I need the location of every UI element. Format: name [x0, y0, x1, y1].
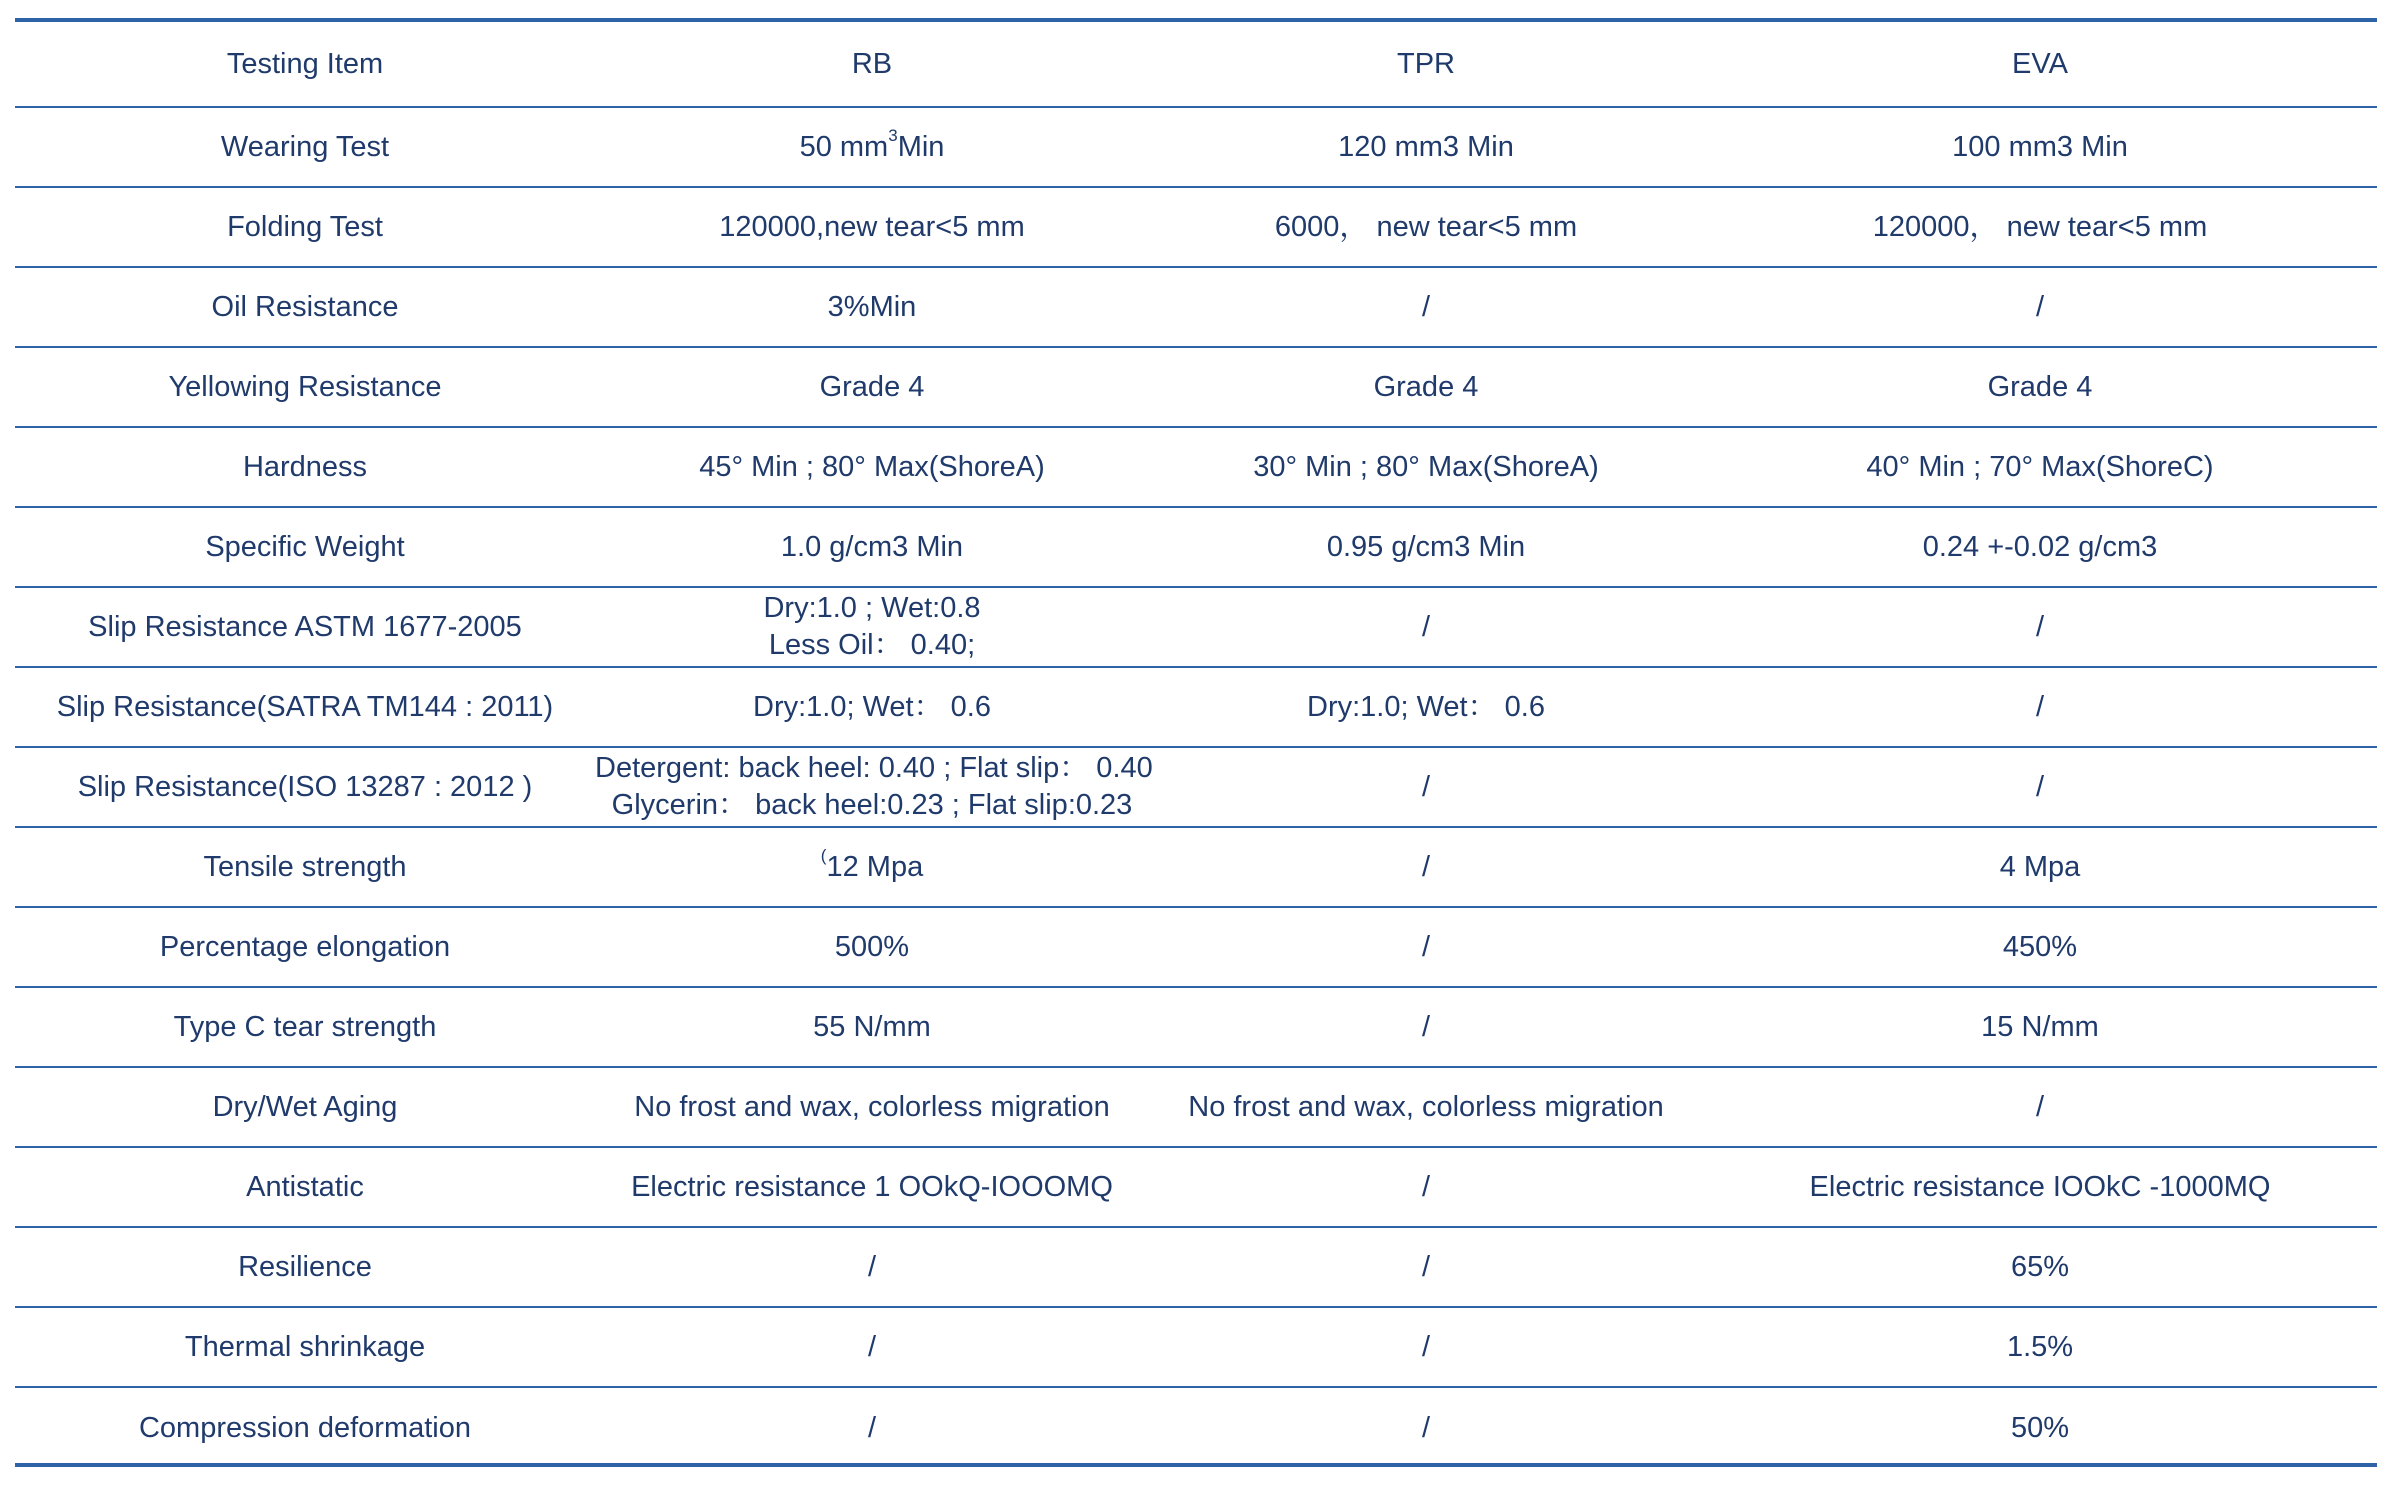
table-header-row [15, 22, 2377, 107]
tpr-cell: No frost and wax, colorless migration [1149, 1067, 1703, 1147]
rb-cell: / [595, 1227, 1149, 1307]
row-item-label: Hardness [15, 427, 595, 507]
eva-cell: 450% [1703, 907, 2377, 987]
row-item-label: Tensile strength [15, 827, 595, 907]
table-bottom-rule [15, 1463, 2377, 1467]
eva-cell: 100 mm3 Min [1703, 107, 2377, 187]
row-item-label: Compression deformation [138, 1411, 472, 1444]
eva-cell: / [1703, 747, 2377, 827]
tpr-cell: / [1149, 587, 1703, 667]
table-row [15, 747, 2377, 827]
row-item-label: Thermal shrinkage [15, 1307, 595, 1387]
row-item-label: Resilience [15, 1227, 595, 1307]
table-row [15, 987, 2377, 1067]
eva-cell: 50% [2010, 1411, 2070, 1444]
tpr-cell: 0.95 g/cm3 Min [1149, 507, 1703, 587]
eva-cell: Grade 4 [1703, 347, 2377, 427]
table-row [15, 1387, 2377, 1468]
material-test-table [15, 22, 2377, 1468]
row-item-label: Slip Resistance ASTM 1677-2005 [15, 587, 595, 667]
row-item-label: Percentage elongation [15, 907, 595, 987]
rb-value: 12 Mpa [826, 850, 924, 883]
tpr-cell: / [1149, 747, 1703, 827]
header-rb: RB [595, 22, 1149, 107]
table-row [15, 427, 2377, 507]
rb-cell [595, 587, 1149, 667]
eva-cell: 1.5% [1703, 1307, 2377, 1387]
tpr-cell: Grade 4 [1149, 347, 1703, 427]
rb-superscript-lead: ( [820, 845, 827, 865]
rb-cell [595, 747, 1153, 827]
table-row [15, 827, 2377, 907]
row-item-label: Specific Weight [15, 507, 595, 587]
eva-cell: 15 N/mm [1703, 987, 2377, 1067]
tpr-cell: / [1149, 907, 1703, 987]
header-testing-item: Testing Item [15, 22, 595, 107]
tpr-cell: / [1149, 987, 1703, 1067]
rb-cell [595, 827, 1149, 907]
tpr-cell: Dry:1.0; Wet： 0.6 [1149, 667, 1703, 747]
eva-cell: / [1703, 1067, 2377, 1147]
rb-cell: / [867, 1411, 877, 1444]
tpr-cell: / [1149, 267, 1703, 347]
eva-cell: 0.24 +-0.02 g/cm3 [1703, 507, 2377, 587]
tpr-cell: / [1149, 1307, 1703, 1387]
table-row [15, 507, 2377, 587]
header-tpr: TPR [1149, 22, 1703, 107]
rb-cell: Electric resistance 1 OOkQ-IOOOMQ [595, 1147, 1149, 1227]
rb-cell: 3%Min [595, 267, 1149, 347]
tpr-cell: 30° Min ; 80° Max(ShoreA) [1149, 427, 1703, 507]
row-item-label: Type C tear strength [15, 987, 595, 1067]
rb-line-2: Glycerin： back heel:0.23 ; Flat slip:0.23 [611, 789, 1133, 821]
header-eva: EVA [1703, 22, 2377, 107]
table-row [15, 667, 2377, 747]
tpr-cell: 6000， new tear<5 mm [1149, 187, 1703, 267]
tpr-cell: 120 mm3 Min [1149, 107, 1703, 187]
rb-value-tail: Min [897, 130, 945, 163]
row-item-label: Oil Resistance [15, 267, 595, 347]
table-row [15, 1227, 2377, 1307]
tpr-cell: / [1149, 827, 1703, 907]
table-row [15, 107, 2377, 187]
eva-cell: 120000， new tear<5 mm [1703, 187, 2377, 267]
rb-cell: Dry:1.0; Wet： 0.6 [595, 667, 1149, 747]
table-row [15, 907, 2377, 987]
table-row [15, 1067, 2377, 1147]
rb-cell [595, 107, 1149, 187]
rb-line-2: Less Oil： 0.40; [768, 629, 976, 661]
eva-cell: / [1703, 587, 2377, 667]
rb-superscript: 3 [888, 125, 898, 145]
eva-cell: 40° Min ; 70° Max(ShoreC) [1703, 427, 2377, 507]
table-row [15, 1307, 2377, 1387]
table-row [15, 347, 2377, 427]
eva-cell: Electric resistance IOOkC -1000MQ [1703, 1147, 2377, 1227]
tpr-cell: / [1149, 1227, 1703, 1307]
rb-cell: 55 N/mm [595, 987, 1149, 1067]
eva-cell: / [1703, 267, 2377, 347]
row-item-label: Wearing Test [15, 107, 595, 187]
table-row [15, 267, 2377, 347]
row-item-label: Yellowing Resistance [15, 347, 595, 427]
row-item-label: Slip Resistance(SATRA TM144 : 2011) [15, 667, 595, 747]
rb-cell: No frost and wax, colorless migration [595, 1067, 1149, 1147]
eva-cell: 4 Mpa [1703, 827, 2377, 907]
rb-cell: 500% [595, 907, 1149, 987]
row-item-label: Antistatic [15, 1147, 595, 1227]
table-row [15, 587, 2377, 667]
rb-value: 50 mm [799, 130, 889, 163]
rb-line-1: Detergent: back heel: 0.40 ; Flat slip： 0.40 [595, 752, 1153, 784]
rb-cell: 1.0 g/cm3 Min [595, 507, 1149, 587]
tpr-cell: / [1149, 1147, 1703, 1227]
row-item-label: Dry/Wet Aging [15, 1067, 595, 1147]
tpr-cell: / [1421, 1411, 1431, 1444]
eva-cell: / [1703, 667, 2377, 747]
row-item-label: Slip Resistance(ISO 13287 : 2012 ) [15, 747, 595, 827]
rb-cell: 45° Min ; 80° Max(ShoreA) [595, 427, 1149, 507]
rb-cell: / [595, 1307, 1149, 1387]
row-item-label: Folding Test [15, 187, 595, 267]
rb-cell: 120000,new tear<5 mm [595, 187, 1149, 267]
eva-cell: 65% [1703, 1227, 2377, 1307]
rb-line-1: Dry:1.0 ; Wet:0.8 [763, 592, 981, 624]
spec-sheet [15, 0, 2377, 1485]
rb-cell: Grade 4 [595, 347, 1149, 427]
table-row [15, 187, 2377, 267]
table-row [15, 1147, 2377, 1227]
